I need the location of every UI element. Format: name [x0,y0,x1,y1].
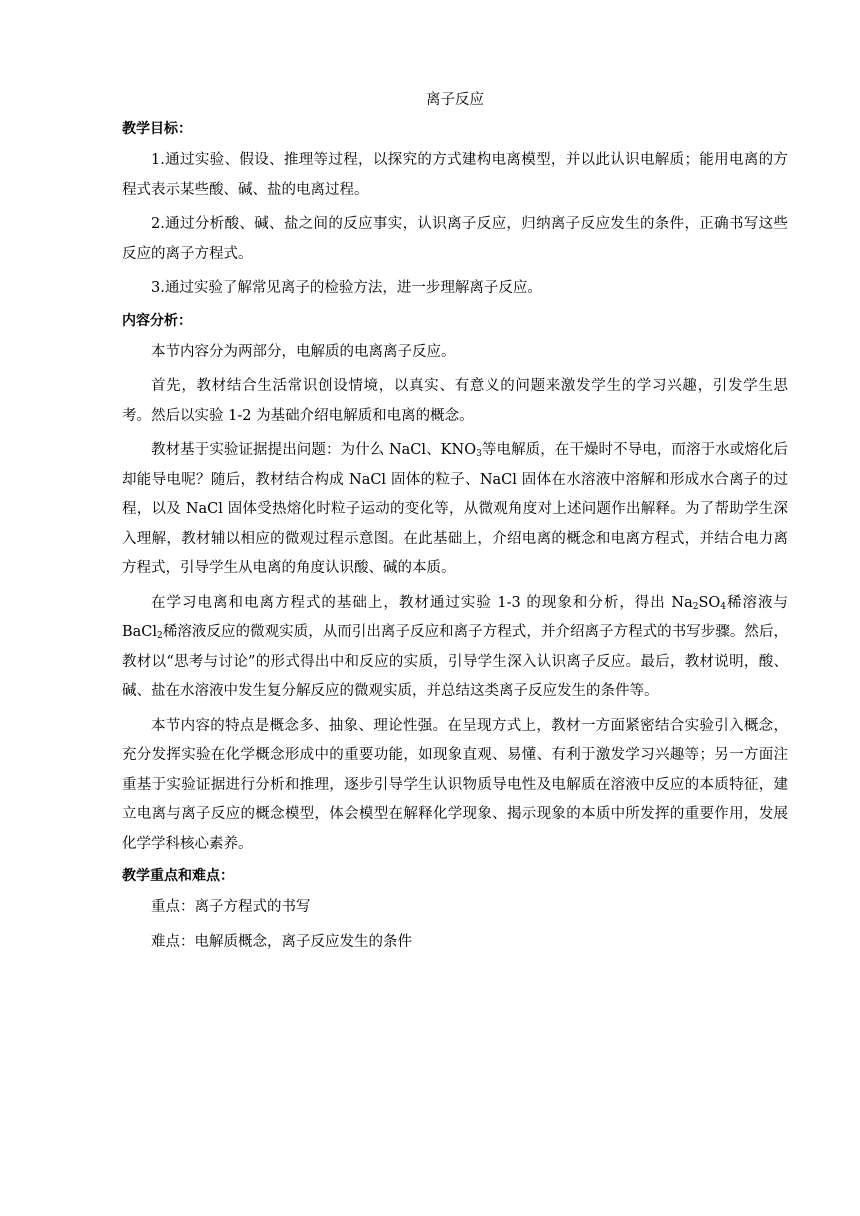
text-run: 稀溶液与 BaCl [122,594,788,640]
document-title: 离子反应 [426,92,484,108]
text-run: 稀溶液反应的微观实质，从而引出离子反应和离子方程式，并介绍离子方程式的书写步骤。然后，教材以“思考与讨论”的形式得出中和反应的实质，引导学生深入认识离子反应。最后，教材说明，酸、碱、盐在水溶液中发生复分解反应的微观实质，并总结这类离子反应发生的条件等。 [122,624,788,699]
objective-paragraph: 2.通过分析酸、碱、盐之间的反应事实，认识离子反应，归纳离子反应发生的条件，正确书写这些反应的离子方程式。 [122,216,788,262]
analysis-paragraph: 首先，教材结合生活常识创设情境，以真实、有意义的问题来激发学生的学习兴趣，引发学生思考。然后以实验 1-2 为基础介绍电解质和电离的概念。 [122,378,788,424]
subscript: 2 [692,601,699,612]
objective-paragraph: 1.通过实验、假设、推理等过程，以探究的方式建构电离模型，并以此认识电解质；能用电离的方程式表示某些酸、碱、盐的电离过程。 [122,152,788,198]
subscript: 2 [157,631,163,641]
key-point-paragraph: 重点：离子方程式的书写 [151,899,311,915]
subscript: 3 [476,449,482,459]
subscript: 4 [720,601,727,612]
text-run: 教材基于实验证据提出问题：为什么 NaCl、KNO [151,442,477,458]
section-heading-content-analysis: 内容分析： [122,312,192,329]
objective-paragraph: 3.通过实验了解常见离子的检验方法，进一步理解离子反应。 [151,280,542,296]
analysis-paragraph: 本节内容的特点是概念多、抽象、理论性强。在呈现方式上，教材一方面紧密结合实验引入概念，充分发挥实验在化学概念形成中的重要功能，如现象直观、易懂、有利于激发学习兴趣等；另一方面注重基于实验证据进行分析和推理，逐步引导学生认识物质导电性及电解质在溶液中反应的本质特征，建立电离与离子反应的概念模型，体会模型在解释化学现象、揭示现象的本质中所发挥的重要作用，发展化学学科核心素养。 [122,717,788,852]
section-heading-objectives: 教学目标： [122,121,192,137]
text-run: 等电解质，在干燥时不导电，而溶于水或熔化后却能导电呢？随后，教材结合构成 NaCl 固体的粒子、NaCl 固体在水溶液中溶解和形成水合离子的过程，以及 NaCl 固体受热熔化时粒子运动的变化等，从微观角度对上述问题作出解释。为了帮助学生深入理解，教材辅以相应的微观过程示意图。在此基础上，介绍电离的概念和电离方程式，并结合电力离方程式，引导学生从电离的角度认识酸、碱的本质。 [122,442,788,576]
analysis-paragraph [122,436,788,584]
text-run: 在学习电离和电离方程式的基础上，教材通过实验 1-3 的现象和分析，得出 Na [151,594,693,611]
text-run: SO [698,594,721,611]
document-page [122,88,788,962]
difficulty-paragraph: 难点：电解质概念，离子反应发生的条件 [151,933,412,950]
analysis-paragraph: 本节内容分为两部分，电解质的电离离子反应。 [151,343,456,360]
analysis-paragraph [122,589,788,707]
section-heading-key-points: 教学重点和难点： [122,868,234,884]
